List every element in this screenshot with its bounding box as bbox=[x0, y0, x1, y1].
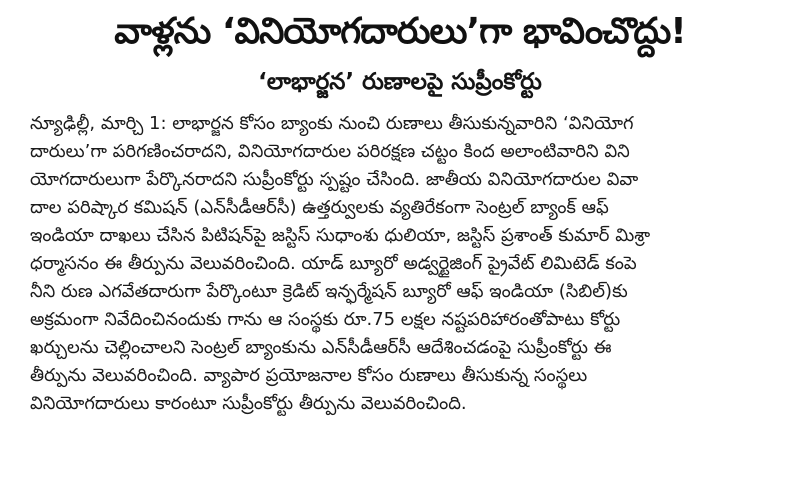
article-body bbox=[30, 110, 776, 418]
body-line: దారులు’గా పరిగణించరాదని, వినియోగదారుల పరిరక్షణ చట్టం కింద అలాంటివారిని విని bbox=[30, 141, 630, 162]
body-line: ఇండియా దాఖలు చేసిన పిటిషన్‌పై జస్టిస్ సుధాంశు ధులియా, జస్టిస్ ప్రశాంత్ కుమార్ మిశ్రా bbox=[30, 225, 651, 246]
body-line: ఖర్చులను చెల్లించాలని సెంట్రల్ బ్యాంకును ఎన్‌సీడీఆర్‌సీ ఆదేశించడంపై సుప్రీంకోర్టు ఈ bbox=[30, 337, 612, 358]
body-line: న్యూఢిల్లీ, మార్చి 1: లాభార్జన కోసం బ్యాంకు నుంచి రుణాలు తీసుకున్నవారిని ‘వినియోగ bbox=[30, 113, 634, 134]
body-line: దాల పరిష్కార కమిషన్ (ఎన్‌సీడీఆర్‌సీ) ఉత్తర్వులకు వ్యతిరేకంగా సెంట్రల్ బ్యాంక్ ఆఫ్ bbox=[30, 197, 609, 218]
body-line: అక్రమంగా నివేదించినందుకు గాను ఆ సంస్థకు రూ.75 లక్షల నష్టపరిహారంతోపాటు కోర్టు bbox=[30, 309, 621, 330]
article-headline: వాళ్లను ‘వినియోగదారులు’గా భావించొద్దు! bbox=[114, 11, 686, 52]
body-line: తీర్పును వెలువరించింది. వ్యాపార ప్రయోజనాల కోసం రుణాలు తీసుకున్న సంస్థలు bbox=[30, 365, 588, 386]
body-line: యోగదారులుగా పేర్కొనరాదని సుప్రీంకోర్టు స్పష్టం చేసింది. జాతీయ వినియోగదారుల వివా bbox=[30, 169, 639, 190]
body-line: ధర్మాసనం ఈ తీర్పును వెలువరించింది. యాడ్ బ్యూరో అడ్వర్టైజింగ్ ప్రైవేట్ లిమిటెడ్ కంపె bbox=[30, 253, 637, 274]
article-subheadline: ‘లాభార్జన’ రుణాలపై సుప్రీంకోర్టు bbox=[258, 69, 542, 95]
body-line: నీని రుణ ఎగవేతదారుగా పేర్కొంటూ క్రెడిట్ ఇన్ఫర్మేషన్ బ్యూరో ఆఫ్ ఇండియా (సిబిల్)కు bbox=[30, 281, 628, 302]
body-line: వినియోగదారులు కారంటూ సుప్రీంకోర్టు తీర్పును వెలువరించింది. bbox=[30, 393, 467, 414]
